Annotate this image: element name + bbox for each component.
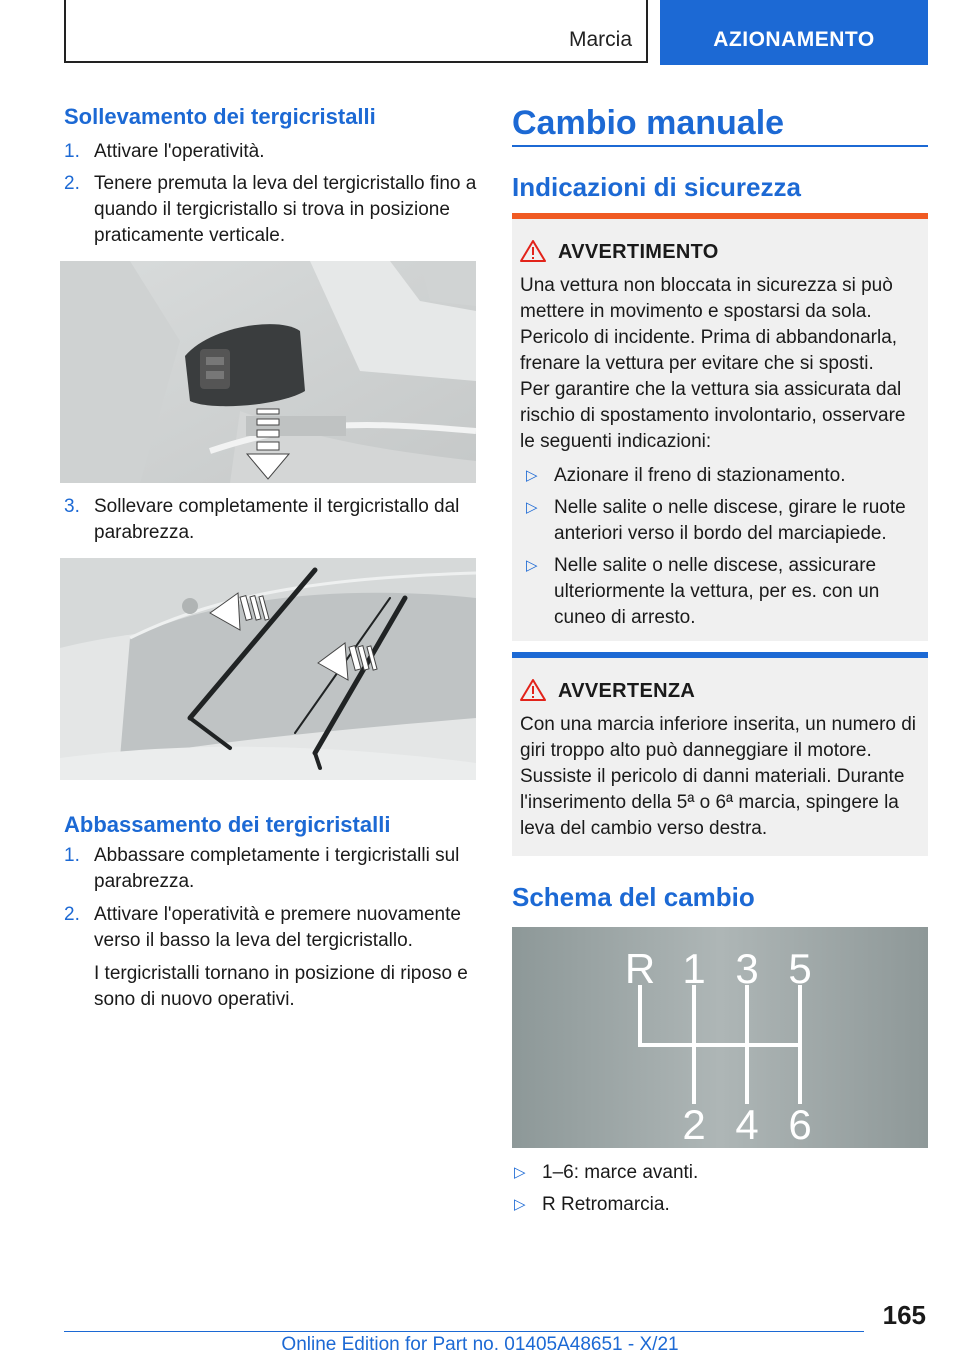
- bullet-triangle-icon: ▷: [526, 467, 538, 484]
- bullet-text: Nelle salite o nelle discese, girare le ruote anteriori verso il bordo del marciapiede.: [554, 497, 906, 544]
- bullet-triangle-icon: ▷: [514, 1196, 526, 1213]
- bullet-triangle-icon: ▷: [526, 499, 538, 516]
- notice-box: [512, 652, 928, 856]
- step-text: Tenere premuta la leva del tergicristallo fino a quando il tergicristallo si trova in posizione praticamente verticale.: [94, 173, 477, 246]
- step-number: 1.: [64, 845, 80, 866]
- bullet-triangle-icon: ▷: [526, 557, 538, 574]
- bullet-triangle-icon: ▷: [514, 1164, 526, 1181]
- scheme-heading: Schema del cambio: [512, 882, 755, 912]
- section-label: Marcia: [568, 28, 632, 51]
- warning-triangle-icon: [520, 239, 546, 263]
- raise-step-1: [64, 139, 476, 165]
- notice-bar: [512, 652, 928, 658]
- gear-label: 3: [735, 945, 759, 992]
- manual-gearbox-title: Cambio manuale: [512, 104, 785, 142]
- bullet-text: Azionare il freno di stazionamento.: [554, 465, 846, 486]
- lower-step-2: [64, 902, 476, 954]
- step-number: 2.: [64, 173, 80, 194]
- step-number: 1.: [64, 141, 80, 162]
- lower-note: I tergicristalli tornano in posizione di riposo e sono di nuovo operativi.: [94, 963, 468, 1010]
- bullet-text: 1–6: marce avanti.: [542, 1162, 699, 1183]
- step-text: Sollevare completamente il tergicristallo dal parabrezza.: [94, 496, 460, 543]
- lower-step-1: [64, 843, 476, 895]
- page-header: [64, 0, 928, 65]
- notice-title: AVVERTENZA: [558, 680, 696, 702]
- lower-wipers-heading: Abbassamento dei tergicristalli: [64, 812, 391, 837]
- title-rule: [512, 145, 928, 147]
- step-number: 3.: [64, 496, 80, 517]
- footer-rule: [64, 1331, 864, 1332]
- gear-shift-pattern: [512, 927, 928, 1148]
- step-text: Attivare l'operatività.: [94, 141, 265, 162]
- warning-title: AVVERTIMENTO: [558, 241, 719, 263]
- gear-label: R: [624, 945, 656, 992]
- caution-triangle-icon: [520, 678, 546, 702]
- raise-step-3: [64, 494, 476, 546]
- gear-label: 1: [682, 945, 706, 992]
- gear-label: 6: [788, 1101, 812, 1148]
- warning-text: Una vettura non bloccata in sicurezza si può mettere in movimento e spostarsi da sola. Pericolo di incidente. Prima di abbandonarla, frenare la vettura per evitare che si sposti.: [520, 275, 898, 374]
- warning-box: [512, 213, 928, 641]
- bullet-text: R Retromarcia.: [542, 1194, 670, 1215]
- footer-edition: Online Edition for Part no. 01405A48651 - X/21: [281, 1334, 679, 1355]
- warning-instructions: Per garantire che la vettura sia assicurata dal rischio di spostamento involontario, osservare le seguenti indicazioni:: [520, 379, 906, 452]
- raise-step-2: [64, 171, 476, 249]
- gear-label: 2: [682, 1101, 706, 1148]
- step-text: Abbassare completamente i tergicristalli sul parabrezza.: [94, 845, 460, 892]
- raise-wipers-heading: Sollevamento dei tergicristalli: [64, 104, 376, 129]
- chapter-tab: AZIONAMENTO: [660, 0, 928, 65]
- safety-heading: Indicazioni di sicurezza: [512, 172, 801, 202]
- page-number: 165: [882, 1300, 926, 1330]
- wiper-lever-illustration: [60, 261, 476, 483]
- notice-text: Con una marcia inferiore inserita, un numero di giri troppo alto può danneggiare il motore. Sussiste il pericolo di danni materiali. Durante l'inserimento della 5ª o 6ª marcia, spingere la leva del cambio verso destra.: [520, 714, 917, 839]
- bullet-text: Nelle salite o nelle discese, assicurare ulteriormente la vettura, per es. con un cuneo di arresto.: [554, 555, 880, 628]
- warning-bar: [512, 213, 928, 219]
- section-box: [64, 0, 648, 63]
- step-text: Attivare l'operatività e premere nuovamente verso il basso la leva del tergicristallo.: [94, 904, 461, 951]
- gear-label: 4: [735, 1101, 759, 1148]
- step-number: 2.: [64, 904, 80, 925]
- windshield-wipers-illustration: [60, 558, 476, 780]
- gear-label: 5: [788, 945, 812, 992]
